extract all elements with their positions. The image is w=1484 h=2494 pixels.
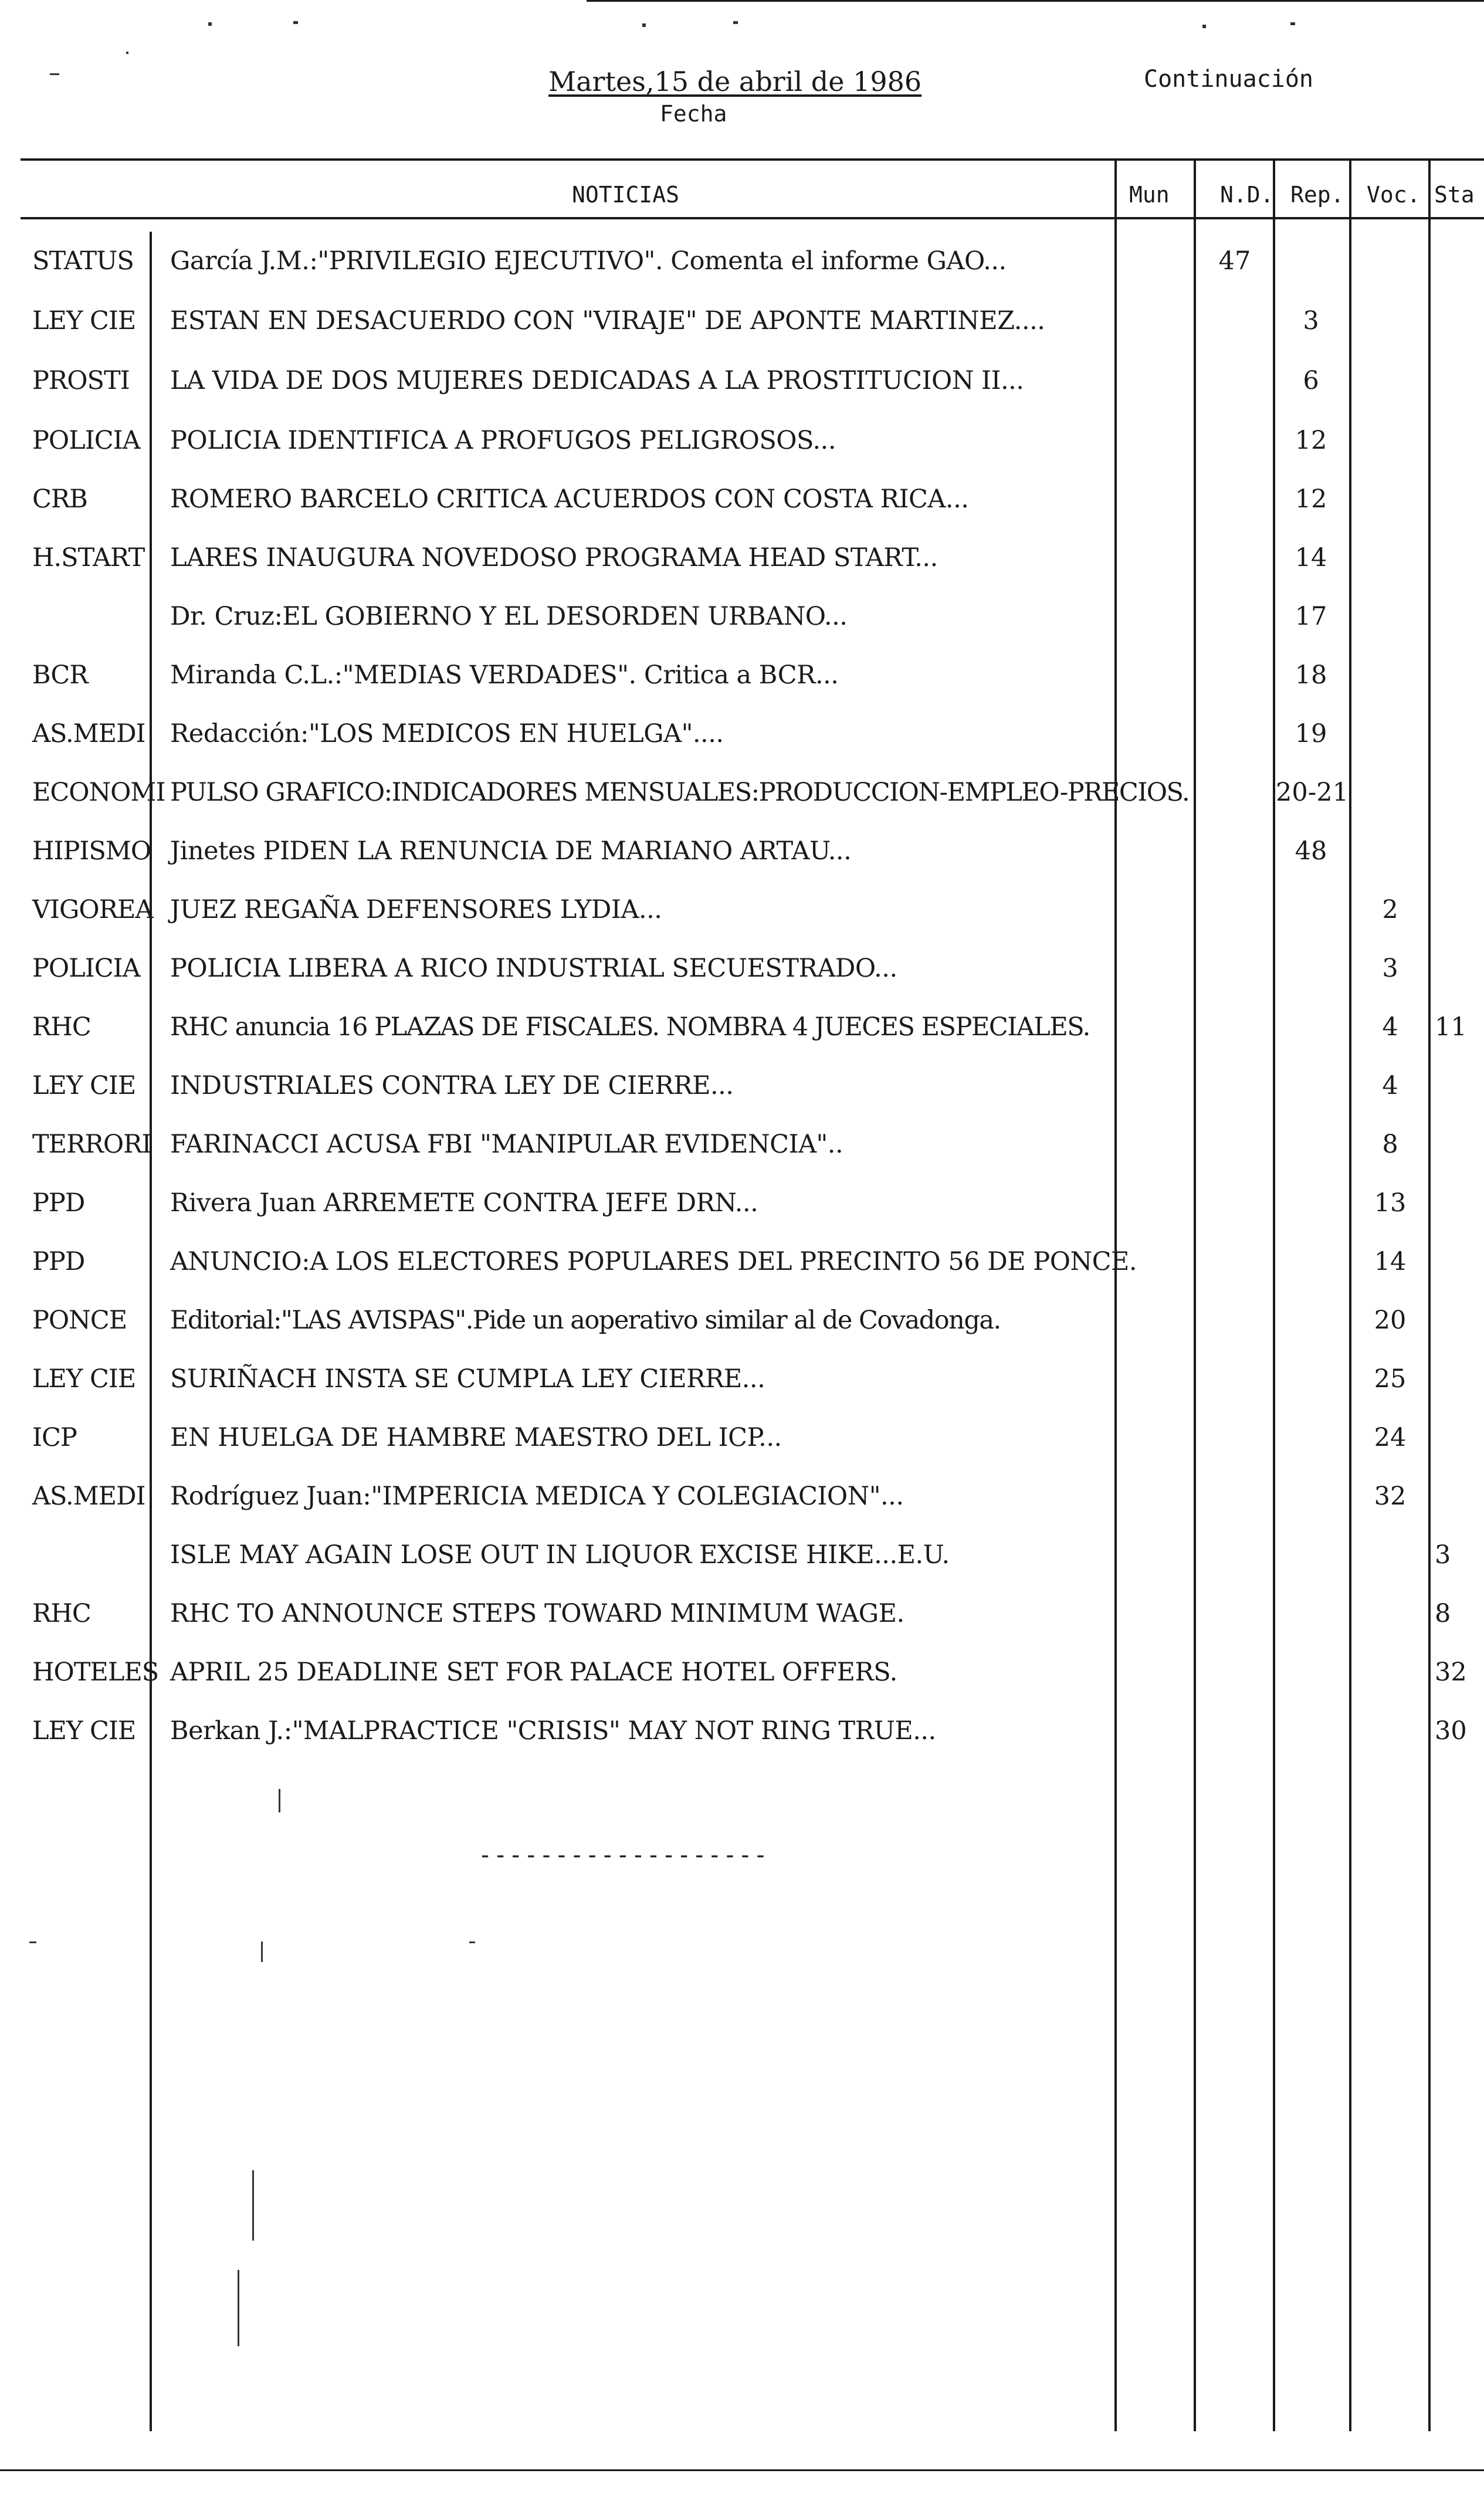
row-tag: PROSTI: [32, 366, 130, 395]
row-title: García J.M.:"PRIVILEGIO EJECUTIVO". Comenta el informe GAO...: [170, 246, 1007, 276]
date-label: Fecha: [660, 101, 727, 127]
news-date: Martes,15 de abril de 1986: [548, 66, 922, 97]
row-rep-page: 17: [1295, 602, 1327, 631]
row-rep-page: 12: [1295, 484, 1327, 514]
table-top-rule: [21, 158, 1484, 161]
row-tag: PONCE: [32, 1306, 127, 1335]
bottom-rule: [0, 2469, 1484, 2471]
scan-speck: [1290, 22, 1295, 25]
row-tag: POLICIA: [32, 954, 140, 983]
row-tag: PPD: [32, 1247, 85, 1276]
row-title: ESTAN EN DESACUERDO CON "VIRAJE" DE APONTE MARTINEZ....: [170, 306, 1045, 336]
table-row: [0, 836, 1484, 895]
table-row: [0, 1071, 1484, 1130]
row-voc-page: 32: [1374, 1482, 1407, 1511]
scan-speck: [238, 2270, 239, 2346]
row-rep-page: 20-21: [1276, 778, 1349, 807]
row-tag: AS.MEDI: [32, 1482, 145, 1511]
row-tag: VIGOREA: [32, 895, 153, 924]
row-tag: ICP: [32, 1423, 77, 1452]
row-rep-page: 18: [1295, 660, 1327, 690]
table-row: [0, 1247, 1484, 1306]
row-title: Rivera Juan ARREMETE CONTRA JEFE DRN...: [170, 1188, 758, 1218]
end-separator: -------------------: [478, 1842, 769, 1869]
row-tag: H.START: [32, 543, 145, 572]
row-sta-page: 3: [1435, 1540, 1451, 1570]
column-header-nd: N.D.: [1220, 182, 1274, 208]
row-title: ISLE MAY AGAIN LOSE OUT IN LIQUOR EXCISE HIKE...E.U.: [170, 1540, 950, 1570]
row-voc-page: 2: [1382, 895, 1398, 924]
row-tag: LEY CIE: [32, 1364, 136, 1394]
row-tag: STATUS: [32, 246, 134, 276]
row-tag: LEY CIE: [32, 306, 136, 336]
scan-speck: [1202, 25, 1206, 28]
table-row: [0, 306, 1484, 365]
row-rep-page: 19: [1295, 719, 1327, 748]
row-tag: RHC: [32, 1599, 91, 1628]
table-row: [0, 1306, 1484, 1364]
column-header-voc: Voc.: [1367, 182, 1421, 208]
row-sta-page: 11: [1435, 1012, 1467, 1042]
row-voc-page: 24: [1374, 1423, 1407, 1452]
table-row: [0, 1012, 1484, 1071]
row-sta-page: 30: [1435, 1716, 1467, 1746]
table-row: [0, 1599, 1484, 1658]
column-header-mun: Mun: [1129, 182, 1170, 208]
row-rep-page: 6: [1303, 366, 1319, 395]
scan-speck: [469, 1941, 475, 1943]
table-row: [0, 602, 1484, 660]
table-row: [0, 895, 1484, 954]
table-row: [0, 366, 1484, 425]
scan-speck: [733, 21, 738, 24]
row-voc-page: 13: [1374, 1188, 1407, 1218]
row-title: RHC anuncia 16 PLAZAS DE FISCALES. NOMBRA 4 JUECES ESPECIALES.: [170, 1012, 1090, 1042]
row-title: INDUSTRIALES CONTRA LEY DE CIERRE...: [170, 1071, 734, 1100]
table-row: [0, 1130, 1484, 1188]
scan-speck: [279, 1789, 280, 1812]
row-tag: LEY CIE: [32, 1716, 136, 1746]
row-voc-page: 14: [1374, 1247, 1407, 1276]
row-title: APRIL 25 DEADLINE SET FOR PALACE HOTEL OFFERS.: [170, 1658, 897, 1687]
table-row: [0, 1364, 1484, 1423]
row-tag: ECONOMI: [32, 778, 165, 807]
row-title: Editorial:"LAS AVISPAS".Pide un aoperativo similar al de Covadonga.: [170, 1306, 1001, 1335]
row-rep-page: 14: [1295, 543, 1327, 572]
table-row: [0, 778, 1484, 836]
scan-speck: [642, 23, 646, 27]
scan-speck: [50, 73, 59, 75]
table-row: [0, 543, 1484, 602]
column-header-sta: Sta: [1434, 182, 1475, 208]
row-tag: BCR: [32, 660, 88, 690]
table-row: [0, 1716, 1484, 1775]
row-title: POLICIA IDENTIFICA A PROFUGOS PELIGROSOS...: [170, 426, 836, 455]
scan-speck: [293, 21, 298, 24]
row-title: ANUNCIO:A LOS ELECTORES POPULARES DEL PRECINTO 56 DE PONCE.: [170, 1247, 1137, 1276]
row-title: PULSO GRAFICO:INDICADORES MENSUALES:PRODUCCION-EMPLEO-PRECIOS.: [170, 778, 1190, 807]
table-row: [0, 1188, 1484, 1247]
row-title: FARINACCI ACUSA FBI "MANIPULAR EVIDENCIA"..: [170, 1130, 843, 1159]
row-tag: HOTELES: [32, 1658, 159, 1687]
row-tag: HIPISMO: [32, 836, 151, 866]
row-voc-page: 4: [1382, 1071, 1398, 1100]
table-row: [0, 1658, 1484, 1716]
row-tag: LEY CIE: [32, 1071, 136, 1100]
table-row: [0, 719, 1484, 778]
row-voc-page: 25: [1374, 1364, 1407, 1394]
row-sta-page: 32: [1435, 1658, 1467, 1687]
row-voc-page: 3: [1382, 954, 1398, 983]
row-title: Redacción:"LOS MEDICOS EN HUELGA"....: [170, 719, 724, 748]
row-rep-page: 3: [1303, 306, 1319, 336]
scan-speck: [208, 22, 212, 26]
row-title: Jinetes PIDEN LA RENUNCIA DE MARIANO ARTAU...: [170, 836, 852, 866]
table-row: [0, 246, 1484, 305]
table-row: [0, 1423, 1484, 1482]
table-row: [0, 660, 1484, 719]
row-nd-page: 47: [1218, 246, 1251, 276]
row-sta-page: 8: [1435, 1599, 1451, 1628]
row-title: JUEZ REGAÑA DEFENSORES LYDIA...: [170, 895, 662, 924]
row-voc-page: 4: [1382, 1012, 1398, 1042]
table-row: [0, 484, 1484, 543]
row-tag: PPD: [32, 1188, 85, 1218]
row-title: Rodríguez Juan:"IMPERICIA MEDICA Y COLEGIACION"...: [170, 1482, 904, 1511]
row-tag: AS.MEDI: [32, 719, 145, 748]
column-header-rep: Rep.: [1290, 182, 1344, 208]
row-tag: TERRORI: [32, 1130, 151, 1159]
row-rep-page: 48: [1295, 836, 1327, 866]
table-header-rule: [21, 217, 1484, 219]
scan-speck: [126, 52, 128, 54]
row-rep-page: 12: [1295, 426, 1327, 455]
row-tag: CRB: [32, 484, 87, 514]
row-title: Dr. Cruz:EL GOBIERNO Y EL DESORDEN URBANO...: [170, 602, 848, 631]
top-border-line: [587, 0, 1484, 2]
row-title: SURIÑACH INSTA SE CUMPLA LEY CIERRE...: [170, 1364, 765, 1394]
scan-speck: [252, 2170, 254, 2241]
scan-speck: [29, 1941, 36, 1943]
table-row: [0, 1540, 1484, 1599]
table-row: [0, 426, 1484, 484]
row-tag: POLICIA: [32, 426, 140, 455]
continuation-label: Continuación: [1144, 66, 1313, 93]
table-row: [0, 954, 1484, 1012]
table-row: [0, 1482, 1484, 1540]
column-header-noticias: NOTICIAS: [572, 182, 680, 208]
row-title: Berkan J.:"MALPRACTICE "CRISIS" MAY NOT RING TRUE...: [170, 1716, 936, 1746]
row-voc-page: 8: [1382, 1130, 1398, 1159]
row-tag: RHC: [32, 1012, 91, 1042]
row-title: RHC TO ANNOUNCE STEPS TOWARD MINIMUM WAGE.: [170, 1599, 904, 1628]
row-voc-page: 20: [1374, 1306, 1407, 1335]
row-title: ROMERO BARCELO CRITICA ACUERDOS CON COSTA RICA...: [170, 484, 969, 514]
row-title: POLICIA LIBERA A RICO INDUSTRIAL SECUESTRADO...: [170, 954, 897, 983]
scan-speck: [261, 1941, 263, 1962]
row-title: Miranda C.L.:"MEDIAS VERDADES". Critica a BCR...: [170, 660, 839, 690]
row-title: EN HUELGA DE HAMBRE MAESTRO DEL ICP...: [170, 1423, 782, 1452]
row-title: LA VIDA DE DOS MUJERES DEDICADAS A LA PROSTITUCION II...: [170, 366, 1024, 395]
row-title: LARES INAUGURA NOVEDOSO PROGRAMA HEAD START...: [170, 543, 938, 572]
